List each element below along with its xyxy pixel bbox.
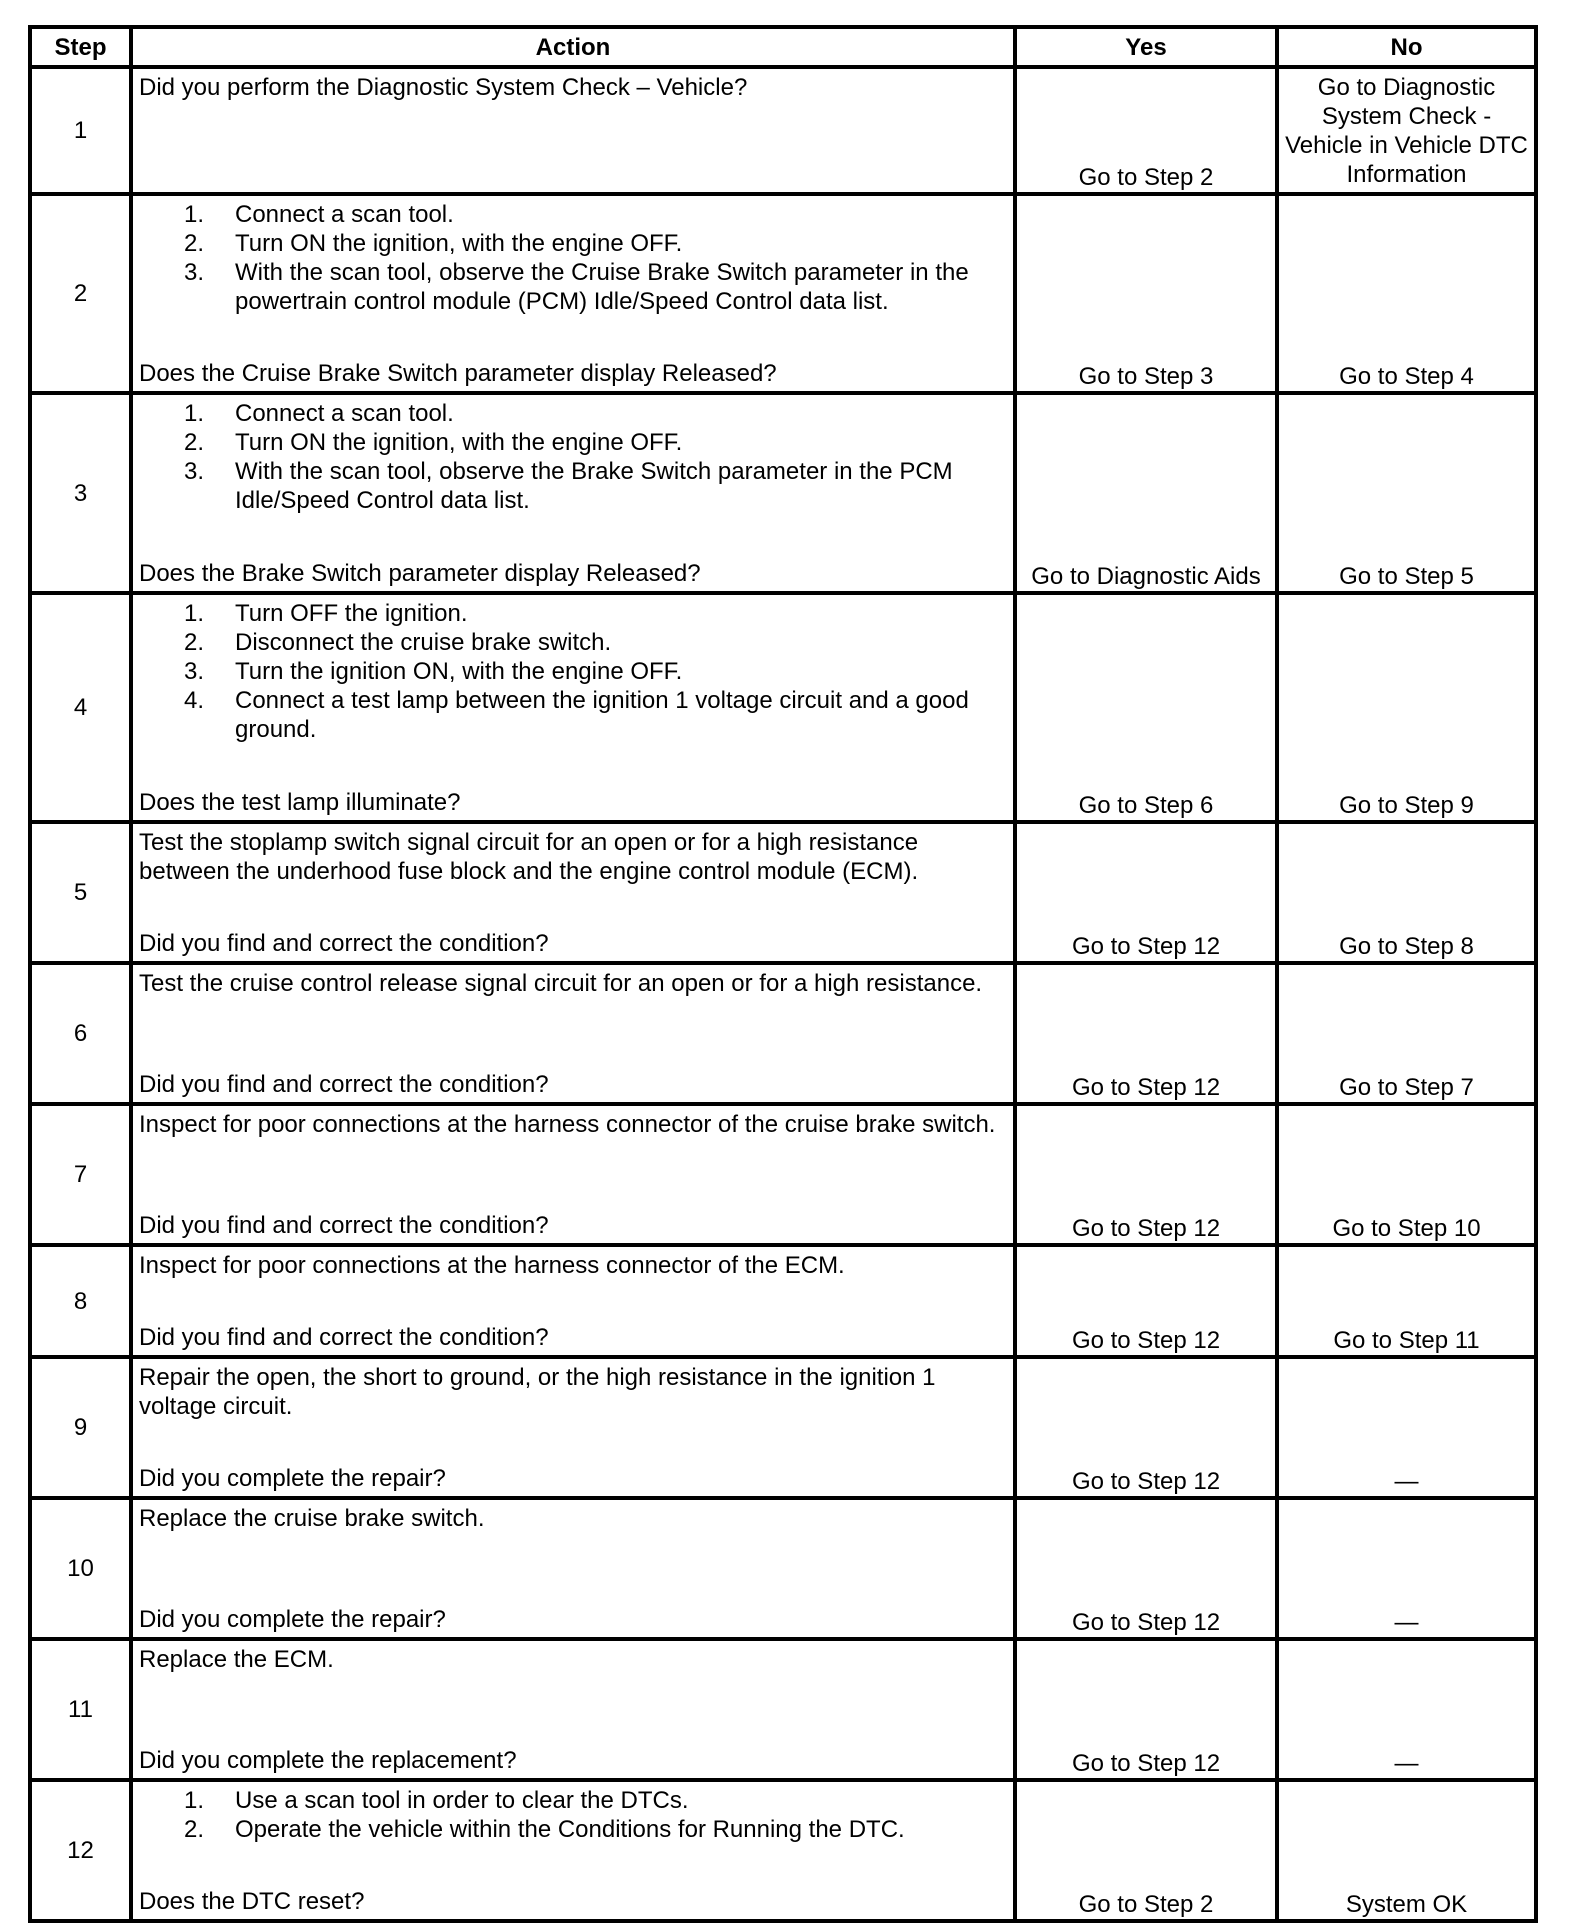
action-step-item [184, 657, 1007, 686]
action-content [133, 196, 1013, 391]
action-step-number: 4. [184, 687, 205, 714]
no-outcome [1277, 822, 1536, 963]
yes-outcome [1015, 393, 1277, 593]
action-step-number: 2. [184, 429, 205, 456]
action-step-item [184, 599, 1007, 628]
action-step-text: Connect a scan tool. [235, 201, 454, 228]
action-instructions [139, 1110, 1007, 1139]
table-row [30, 393, 1536, 593]
yes-outcome [1015, 67, 1277, 194]
yes-outcome-text: Go to Step 12 [1071, 933, 1221, 960]
no-outcome [1277, 1245, 1536, 1357]
action-content [133, 1641, 1013, 1778]
header-action: Action [131, 27, 1015, 67]
table-row [30, 1639, 1536, 1780]
action-step-number: 1. [184, 600, 205, 627]
action-content [133, 1500, 1013, 1637]
action-cell [131, 1780, 1015, 1921]
action-step-text: Disconnect the cruise brake switch. [235, 629, 612, 656]
action-question: Did you complete the repair? [139, 1465, 446, 1492]
step-number: 12 [30, 1780, 131, 1921]
action-prompt: Replace the cruise brake switch. [139, 1505, 485, 1532]
yes-outcome [1015, 822, 1277, 963]
no-outcome-text: Go to Step 4 [1339, 363, 1474, 390]
no-outcome-text: Go to Step 10 [1332, 1215, 1481, 1242]
diagnostic-table-sheet [28, 25, 1534, 1918]
no-outcome [1277, 393, 1536, 593]
step-number: 5 [30, 822, 131, 963]
action-content [133, 1782, 1013, 1919]
action-instructions [139, 399, 1007, 515]
action-question: Did you find and correct the condition? [139, 1071, 549, 1098]
step-number: 2 [30, 194, 131, 393]
yes-outcome-text: Go to Diagnostic Aids [1031, 563, 1261, 590]
action-prompt: Inspect for poor connections at the harness connector of the ECM. [139, 1252, 845, 1279]
yes-outcome [1015, 1104, 1277, 1245]
action-step-text: Operate the vehicle within the Conditions for Running the DTC. [235, 1816, 905, 1843]
action-step-number: 3. [184, 259, 205, 286]
action-step-text: Connect a scan tool. [235, 400, 454, 427]
action-step-item [184, 399, 1007, 428]
action-step-text: Turn OFF the ignition. [235, 600, 468, 627]
yes-outcome-text: Go to Step 6 [1078, 792, 1214, 819]
table-row [30, 593, 1536, 822]
action-prompt: Replace the ECM. [139, 1646, 334, 1673]
no-outcome-text: Go to Step 11 [1333, 1327, 1480, 1354]
action-question: Does the test lamp illuminate? [139, 789, 461, 816]
action-content [133, 965, 1013, 1102]
no-outcome-text: Go to Step 8 [1339, 933, 1474, 960]
header-step: Step [30, 27, 131, 67]
action-step-item [184, 1815, 1007, 1844]
action-steps-list [139, 1786, 1007, 1844]
step-number: 8 [30, 1245, 131, 1357]
action-cell [131, 67, 1015, 194]
action-content [133, 1247, 1013, 1355]
no-outcome [1277, 1780, 1536, 1921]
action-content [133, 595, 1013, 820]
action-instructions [139, 1645, 1007, 1674]
step-number: 11 [30, 1639, 131, 1780]
no-outcome-text: Go to Diagnostic System Check - Vehicle in Vehicle DTC Information [1285, 74, 1528, 188]
no-outcome [1277, 593, 1536, 822]
action-question: Did you complete the repair? [139, 1606, 446, 1633]
action-content [133, 824, 1013, 961]
action-step-item [184, 258, 1007, 316]
action-steps-list [139, 399, 1007, 515]
action-question: Did you complete the replacement? [139, 1747, 517, 1774]
yes-outcome-text: Go to Step 12 [1071, 1468, 1221, 1495]
yes-outcome [1015, 593, 1277, 822]
action-step-number: 1. [184, 400, 205, 427]
yes-outcome [1015, 963, 1277, 1104]
yes-outcome-text: Go to Step 12 [1071, 1074, 1221, 1101]
no-outcome-text: — [1394, 1468, 1419, 1495]
action-cell [131, 1639, 1015, 1780]
yes-outcome [1015, 1639, 1277, 1780]
action-cell [131, 1498, 1015, 1639]
table-row [30, 194, 1536, 393]
action-step-number: 1. [184, 1787, 205, 1814]
action-content [133, 395, 1013, 591]
no-outcome-text: — [1394, 1609, 1419, 1636]
table-row [30, 1780, 1536, 1921]
table-row [30, 1498, 1536, 1639]
table-row [30, 1245, 1536, 1357]
action-instructions [139, 1786, 1007, 1844]
action-cell [131, 194, 1015, 393]
action-prompt: Test the stoplamp switch signal circuit for an open or for a high resistance between the underhood fuse block and the engine control module (ECM). [139, 829, 919, 885]
action-step-item [184, 200, 1007, 229]
action-instructions [139, 1363, 1007, 1421]
action-step-item [184, 1786, 1007, 1815]
yes-outcome-text: Go to Step 2 [1078, 164, 1214, 191]
action-instructions [139, 599, 1007, 744]
step-number: 1 [30, 67, 131, 194]
action-content [133, 1359, 1013, 1496]
header-row [30, 27, 1536, 67]
action-cell [131, 822, 1015, 963]
no-outcome-text: Go to Step 9 [1339, 792, 1474, 819]
yes-outcome [1015, 1780, 1277, 1921]
no-outcome [1277, 963, 1536, 1104]
step-number: 3 [30, 393, 131, 593]
action-step-item [184, 229, 1007, 258]
action-step-number: 3. [184, 458, 205, 485]
action-instructions [139, 828, 1007, 886]
yes-outcome-text: Go to Step 12 [1071, 1750, 1221, 1777]
action-step-number: 2. [184, 1816, 205, 1843]
no-outcome-text: System OK [1345, 1891, 1468, 1918]
action-step-text: Turn the ignition ON, with the engine OFF. [235, 658, 683, 685]
yes-outcome [1015, 1357, 1277, 1498]
diagnostic-table [28, 25, 1538, 1923]
no-outcome [1277, 67, 1536, 194]
action-cell [131, 1357, 1015, 1498]
table-body [30, 67, 1536, 1921]
action-cell [131, 593, 1015, 822]
action-steps-list [139, 200, 1007, 316]
action-step-item [184, 628, 1007, 657]
no-outcome [1277, 1639, 1536, 1780]
no-outcome-text: Go to Step 7 [1339, 1074, 1474, 1101]
yes-outcome-text: Go to Step 12 [1071, 1327, 1221, 1354]
action-step-item [184, 457, 1007, 515]
yes-outcome-text: Go to Step 2 [1078, 1891, 1214, 1918]
table-row [30, 67, 1536, 194]
action-step-text: With the scan tool, observe the Cruise Brake Switch parameter in the powertrain control module (PCM) Idle/Speed Control data list. [235, 259, 969, 315]
header-yes: Yes [1015, 27, 1277, 67]
action-question: Does the DTC reset? [139, 1888, 365, 1915]
table-row [30, 1104, 1536, 1245]
action-step-number: 2. [184, 230, 205, 257]
action-cell [131, 963, 1015, 1104]
action-step-text: Turn ON the ignition, with the engine OFF. [235, 230, 683, 257]
no-outcome [1277, 194, 1536, 393]
action-question: Did you find and correct the condition? [139, 1212, 549, 1239]
table-row [30, 1357, 1536, 1498]
action-question: Did you find and correct the condition? [139, 1324, 549, 1351]
action-content [133, 1106, 1013, 1243]
action-instructions [139, 73, 1007, 102]
action-step-text: With the scan tool, observe the Brake Switch parameter in the PCM Idle/Speed Control data list. [235, 458, 953, 514]
action-steps-list [139, 599, 1007, 744]
action-question: Did you find and correct the condition? [139, 930, 549, 957]
step-number: 9 [30, 1357, 131, 1498]
action-question: Does the Brake Switch parameter display Released? [139, 560, 701, 587]
yes-outcome [1015, 1245, 1277, 1357]
yes-outcome-text: Go to Step 3 [1078, 363, 1214, 390]
step-number: 7 [30, 1104, 131, 1245]
action-prompt: Inspect for poor connections at the harness connector of the cruise brake switch. [139, 1111, 996, 1138]
action-prompt: Test the cruise control release signal circuit for an open or for a high resistance. [139, 970, 983, 997]
action-instructions [139, 969, 1007, 998]
action-prompt: Repair the open, the short to ground, or the high resistance in the ignition 1 voltage circuit. [139, 1364, 936, 1420]
action-step-text: Turn ON the ignition, with the engine OFF. [235, 429, 683, 456]
action-cell [131, 1104, 1015, 1245]
action-instructions [139, 200, 1007, 316]
action-question: Does the Cruise Brake Switch parameter display Released? [139, 360, 777, 387]
action-step-text: Use a scan tool in order to clear the DTCs. [235, 1787, 689, 1814]
action-instructions [139, 1251, 1007, 1280]
action-prompt: Did you perform the Diagnostic System Check – Vehicle? [139, 74, 748, 101]
step-number: 10 [30, 1498, 131, 1639]
table-row [30, 822, 1536, 963]
action-cell [131, 1245, 1015, 1357]
action-instructions [139, 1504, 1007, 1533]
action-step-number: 3. [184, 658, 205, 685]
action-content [133, 69, 1013, 192]
header-no: No [1277, 27, 1536, 67]
yes-outcome [1015, 194, 1277, 393]
action-cell [131, 393, 1015, 593]
action-step-number: 2. [184, 629, 205, 656]
yes-outcome [1015, 1498, 1277, 1639]
action-step-text: Connect a test lamp between the ignition 1 voltage circuit and a good ground. [235, 687, 969, 743]
yes-outcome-text: Go to Step 12 [1071, 1215, 1221, 1242]
action-step-number: 1. [184, 201, 205, 228]
table-row [30, 963, 1536, 1104]
no-outcome-text: — [1394, 1750, 1419, 1777]
yes-outcome-text: Go to Step 12 [1071, 1609, 1221, 1636]
action-step-item [184, 686, 1007, 744]
step-number: 4 [30, 593, 131, 822]
action-step-item [184, 428, 1007, 457]
no-outcome-text: Go to Step 5 [1339, 563, 1474, 590]
step-number: 6 [30, 963, 131, 1104]
no-outcome [1277, 1357, 1536, 1498]
no-outcome [1277, 1498, 1536, 1639]
no-outcome [1277, 1104, 1536, 1245]
